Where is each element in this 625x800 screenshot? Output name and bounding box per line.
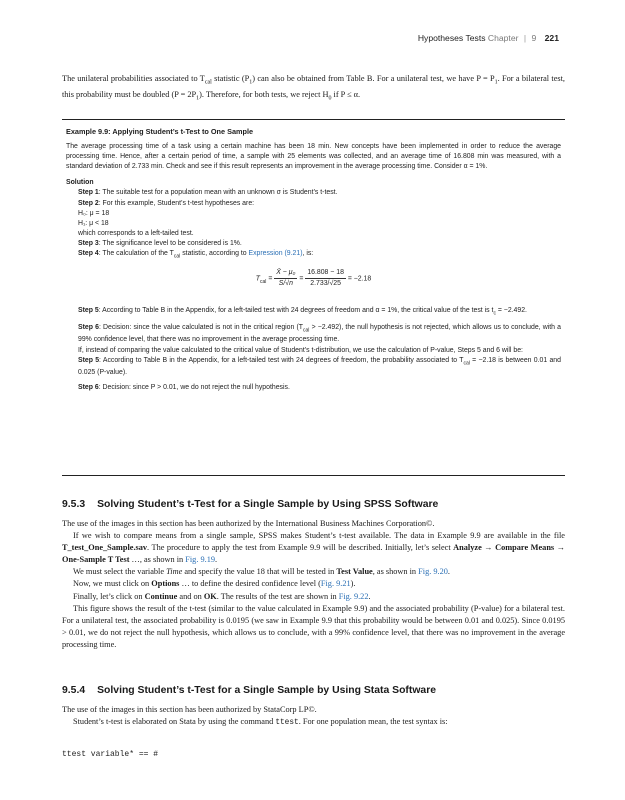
stata-syntax-code: ttest variable* == # xyxy=(62,750,159,759)
section-heading-9-5-3: 9.5.3 Solving Student’s t-Test for a Single Sample by Using SPSS Software xyxy=(62,499,439,510)
paragraph: Student’s t-test is elaborated on Stata by using the command ttest. For one population mean, the test syntax is: xyxy=(73,717,448,728)
figure-link[interactable]: Fig. 9.21 xyxy=(320,579,351,589)
running-header xyxy=(418,33,559,43)
expression-link[interactable]: Expression (9.21) xyxy=(248,250,303,258)
header-title: Hypotheses Tests xyxy=(417,33,486,43)
step-6-pvalue: Step 6: Decision: since P > 0.01, we do not reject the null hypothesis. xyxy=(78,384,290,392)
paragraph: If we wish to compare means from a single sample, SPSS makes Student’s t-test available. The data in Example 9.9 are available in the file T_test_One_Sample.sav. The procedure to apply the test from Example 9.9 will be described. Initially, let’s select Analyze → Compare Means → One-Sample T Test …, as shown in Fig. 9.19. xyxy=(62,531,565,565)
example-box xyxy=(62,119,565,476)
solution-heading: Solution xyxy=(66,179,94,187)
step-2: Step 2: For this example, Student’s t-test hypotheses are: xyxy=(78,199,255,207)
section-9-5-4-body xyxy=(62,704,565,729)
intro-paragraph: The unilateral probabilities associated to $T_{cal}$ statistic $(P_1)$ can also be obtained from Table B. For a unilateral test, we have $P = P_1$. For a bilateral test, this probability must be doubled $(P = 2P_1)$. Therefore, for both tests, we reject $H_0$ if P ≤ α. xyxy=(62,74,566,102)
paragraph: The use of the images in this section has been authorized by StataCorp LP©. xyxy=(62,705,317,714)
tail-note: which corresponds to a left-tailed test. xyxy=(78,229,194,237)
paragraph: We must select the variable Time and specify the value 18 that will be tested in Test Value, as shown in Fig. 9.20. xyxy=(73,567,450,577)
example-title: Example 9.9: Applying Student’s t-Test to One Sample xyxy=(66,127,254,136)
page-number: 221 xyxy=(544,33,559,43)
figure-link[interactable]: Fig. 9.22 xyxy=(338,591,369,601)
t-statistic-formula: $T_{cal}$ = $\frac{\text{X̄ − μ₀}}{S/√n}$ = $\frac{16.808 - 18}{2.733/√25}$ = −2.18 xyxy=(66,268,561,302)
paragraph: Finally, let’s click on Continue and on OK. The results of the test are shown in Fig. 9.22. xyxy=(73,591,371,601)
pvalue-note: If, instead of comparing the value calculated to the critical value of Student’s t-distribution, we use the calculation of P-value, Steps 5 and 6 will be: xyxy=(78,346,523,354)
section-heading-9-5-4: 9.5.4 Solving Student’s t-Test for a Single Sample by Using Stata Software xyxy=(62,685,437,696)
header-chapter-number: 9 xyxy=(531,33,537,43)
null-hypothesis: H₀: μ = 18 xyxy=(78,209,110,217)
paragraph: The use of the images in this section has been authorized by the International Business Machines Corporation©. xyxy=(62,519,435,528)
step-4: Step 4: The calculation of the $T_{cal}$ statistic, according to Expression (9.21), is: xyxy=(78,250,314,260)
section-9-5-3-body xyxy=(62,518,565,651)
step-3: Step 3: The significance level to be considered is 1%. xyxy=(78,239,242,247)
step-5: Step 5: According to Table B in the Appendix, for a left-tailed test with 24 degrees of freedom and α = 1%, the critical value of the test is $t_c = -2.492$. xyxy=(78,306,527,316)
example-statement: The average processing time of a task using a certain machine has been 18 min. New concepts have been implemented in order to reduce the average processing time. Hence, after a certain period of time, a sample with 25 elements was collected, and an average time of 16.808 min was measured, with a standard deviation of 2.733 min. Check and see if this result represents an improvement in the average processing time. Consider α = 1%. xyxy=(66,143,561,171)
header-chapter: Chapter xyxy=(487,33,519,43)
formula-fraction-symbolic: $\frac{\text{X̄ − μ₀}}{S/√n}$ xyxy=(276,268,296,287)
step-1: Step 1: The suitable test for a population mean with an unknown σ is Student’s t-test. xyxy=(78,189,338,197)
step-5-pvalue: Step 5: According to Table B in the Appendix, for a left-tailed test with 24 degrees of freedom, the probability associated to $T_{cal} = -2.18$ is between 0.01 and 0.025 (P-value). xyxy=(78,356,561,377)
figure-link[interactable]: Fig. 9.20 xyxy=(418,567,448,577)
formula-fraction-numeric: $\frac{16.808 - 18}{2.733/√25}$ xyxy=(307,268,344,287)
header-divider: | xyxy=(523,33,527,43)
figure-link[interactable]: Fig. 9.19 xyxy=(185,555,215,565)
paragraph: This figure shows the result of the t-test (similar to the value calculated in Example 9.9) and the associated probability (P-value) for a bilateral test. For a unilateral test, the associated probability is 0.0195 (we saw in Example 9.9 that this probability would be between 0.01 and 0.025). Since 0.0195 > 0.01, we do not reject the null hypothesis, which allows us to conclude, with a 99% confidence level, that there was no improvement in the average processing time. xyxy=(62,603,565,649)
alt-hypothesis: H₁: μ < 18 xyxy=(78,219,109,227)
step-6: Step 6: Decision: since the value calculated is not in the critical region $(T_{cal} > -2.492)$, the null hypothesis is not rejected, which allows us to conclude, with a 99% confidence level, that there was no improvement in the average processing time. xyxy=(78,323,561,344)
paragraph: Now, we must click on Options … to define the desired confidence level (Fig. 9.21). xyxy=(73,579,356,589)
